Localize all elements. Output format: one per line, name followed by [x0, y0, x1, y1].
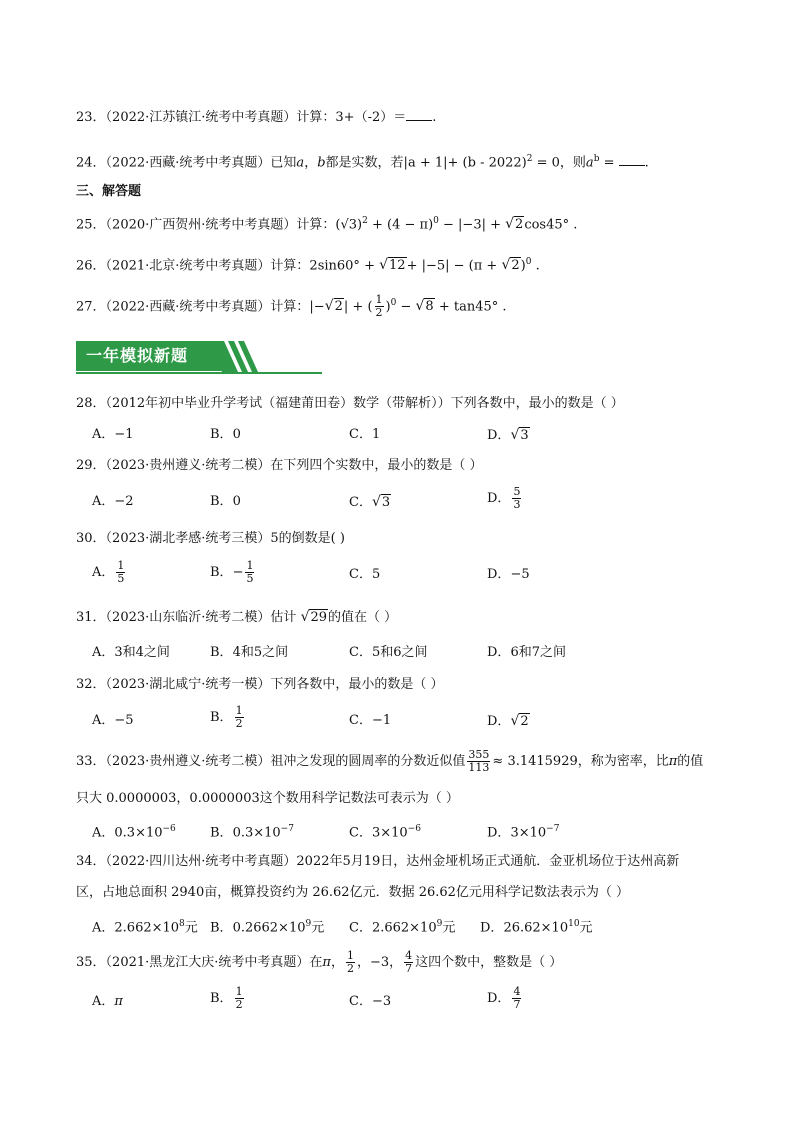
question-source: （2023·湖北孝感·统考三模） [105, 531, 271, 546]
banner-underline [76, 372, 322, 374]
option-a[interactable] [92, 820, 176, 842]
option-value: −3 [371, 994, 392, 1009]
question-24: 24．（2022·西藏·统考中考真题）已知a，b都是实数，若|a + 1|+ (b - 2022)$^2$ = 0，则$a^b$ = . [76, 154, 649, 171]
option-value: 3×10 [371, 825, 408, 841]
option-c[interactable] [349, 566, 380, 584]
question-number: 24． [76, 155, 106, 171]
sqrt: √3 [510, 427, 529, 443]
radicand: 3 [520, 428, 529, 443]
option-d[interactable] [487, 820, 559, 842]
sqrt: √2 [501, 257, 520, 274]
unit: 元 [442, 920, 456, 936]
exponent: −7 [280, 824, 294, 834]
option-label: A． [92, 494, 115, 509]
option-c[interactable] [349, 426, 380, 444]
question-text: 计算： [270, 299, 310, 315]
comma: ， [304, 155, 318, 171]
fraction [375, 294, 384, 319]
option-value: 0 [232, 494, 241, 509]
option-label: D． [487, 714, 511, 729]
option-value: 3×10 [510, 825, 547, 841]
numerator: 4 [405, 949, 413, 962]
exponent: 2 [526, 154, 533, 164]
fraction [467, 749, 490, 774]
denominator: 7 [405, 962, 413, 975]
option-a[interactable] [92, 493, 134, 511]
option-value: 6和7之间 [510, 645, 566, 660]
section-banner [76, 341, 322, 375]
question-source: （2022·西藏·统考中考真题） [105, 155, 271, 171]
expr-eq: = 0，则 [536, 155, 586, 171]
question-number: 30． [76, 531, 106, 546]
question-text: 2022年5月19日，达州金垭机场正式通航．金亚机场位于达州高新 [296, 854, 680, 869]
question-text: 在 [309, 955, 323, 970]
option-value: −1 [371, 713, 392, 728]
var-b: b [317, 155, 326, 171]
fraction [404, 950, 413, 975]
sqrt: √2 [510, 713, 529, 729]
denominator: 5 [117, 572, 125, 585]
sqrt: √3 [371, 494, 391, 510]
option-a[interactable] [92, 915, 198, 937]
option-label: D． [487, 991, 511, 1006]
fraction [512, 486, 521, 511]
option-b[interactable] [210, 820, 294, 842]
numerator: 1 [235, 704, 243, 717]
option-c[interactable] [349, 493, 391, 512]
question-text-2: 都是实数，若 [325, 155, 404, 171]
option-label: B． [210, 920, 233, 936]
exponent: 8 [179, 919, 185, 929]
option-label: C． [349, 920, 372, 936]
question-26 [76, 253, 540, 275]
option-d[interactable] [480, 915, 593, 937]
option-value: 0.2662×10 [232, 920, 306, 936]
option-b[interactable] [210, 705, 246, 730]
question-32 [76, 676, 444, 694]
expr: cos45° . [524, 217, 578, 233]
option-d[interactable] [487, 566, 530, 584]
option-d[interactable] [487, 426, 530, 445]
question-source: （2022·四川达州·统考中考真题） [105, 854, 297, 869]
fraction [245, 560, 254, 585]
exponent: −6 [162, 824, 176, 834]
option-label: C． [349, 825, 372, 841]
sqrt: √12 [379, 257, 406, 274]
exponent: −6 [407, 824, 421, 834]
question-27 [76, 294, 507, 319]
period: . [432, 110, 437, 125]
exponent: 0 [433, 216, 439, 226]
option-label: A． [92, 825, 115, 841]
option-b[interactable] [210, 560, 256, 585]
question-28 [76, 395, 624, 413]
fraction [235, 705, 244, 730]
fraction [116, 560, 125, 585]
option-label: D． [480, 920, 504, 936]
question-source: （2020·广西贺州·统考中考真题） [105, 217, 297, 233]
option-label: D． [487, 428, 511, 443]
option-label: A． [92, 645, 115, 660]
expr: − [396, 299, 416, 315]
question-text: 计算：3+（-2）＝ [296, 110, 407, 125]
question-text-2: 的值在（ ） [328, 610, 398, 625]
denominator: 5 [246, 572, 254, 585]
option-label: A． [92, 994, 115, 1009]
numerator: 4 [513, 985, 521, 998]
question-source: （2023·湖北咸宁·统考一模） [105, 677, 271, 692]
unit: 元 [184, 920, 198, 936]
abs-expr: a + 1 [407, 155, 444, 171]
option-label: B． [210, 825, 233, 841]
question-34-line2: 区，占地总面积 2940亩，概算投资约为 26.62亿元．数据 26.62亿元用科学记数法表示为（ ） [76, 885, 630, 900]
option-label: B． [210, 645, 233, 660]
option-c[interactable] [349, 644, 428, 662]
period: . [644, 155, 649, 171]
denominator: 2 [346, 962, 354, 975]
equals: = [603, 155, 615, 171]
question-33 [76, 749, 703, 774]
exponent: 9 [305, 919, 312, 929]
question-source: （2022·江苏镇江·统考中考真题） [105, 110, 297, 125]
option-c[interactable] [349, 712, 391, 730]
numerator: 1 [235, 985, 243, 998]
var-a: a [296, 155, 305, 171]
question-30 [76, 530, 345, 548]
comma: ， [330, 955, 344, 970]
question-text: 下列各数中，最小的数是（ ） [450, 396, 624, 411]
exponent: 0 [525, 257, 532, 267]
denominator: 3 [513, 498, 521, 511]
numerator: 1 [346, 949, 354, 962]
radicand: 3 [381, 495, 391, 510]
denominator: 2 [235, 998, 243, 1011]
question-number: 26． [76, 258, 106, 274]
question-number: 23． [76, 110, 106, 125]
question-text-2: ≈ 3.1415929，称为密率，比 [492, 754, 669, 769]
numerator: 1 [246, 559, 254, 572]
question-number: 29． [76, 458, 106, 473]
question-number: 35． [76, 955, 106, 970]
question-text-2: 这四个数中，整数是（ ） [415, 955, 563, 970]
option-value: 5 [371, 567, 381, 582]
numerator: 355 [468, 748, 490, 761]
option-a[interactable] [92, 644, 170, 662]
question-29 [76, 457, 483, 475]
option-c[interactable] [349, 993, 391, 1011]
option-label: C． [349, 713, 372, 728]
option-label: D． [487, 567, 511, 582]
option-value: π [114, 994, 123, 1009]
exponent: 2 [362, 216, 368, 226]
exponent: −7 [546, 824, 560, 834]
answer-blank[interactable] [619, 153, 645, 166]
question-source: （2023·山东临沂·统考二模） [105, 610, 271, 625]
question-number: 31． [76, 610, 106, 625]
option-d[interactable] [487, 712, 530, 731]
expr: (√3) [335, 217, 363, 233]
option-b[interactable] [210, 493, 241, 511]
option-value: 26.62×10 [503, 920, 569, 936]
question-text: 已知 [270, 155, 297, 171]
option-d[interactable] [487, 486, 523, 511]
question-text: 在下列四个实数中，最小的数是（ ） [270, 458, 483, 473]
option-label: A． [92, 427, 115, 442]
fraction [346, 950, 355, 975]
question-text: 计算： [296, 217, 336, 233]
fraction [235, 986, 244, 1011]
question-source: （2023·贵州遵义·统考二模） [105, 754, 271, 769]
expr: + tan45° . [434, 299, 507, 315]
question-source: （2012年初中毕业升学考试（福建莆田卷）数学（带解析）） [105, 396, 451, 411]
option-value: 2.662×10 [114, 920, 180, 936]
question-number: 34． [76, 854, 106, 869]
option-label: C． [349, 427, 372, 442]
question-text: 祖冲之发现的圆周率的分数近似值 [270, 754, 466, 769]
exponent: 9 [436, 919, 443, 929]
option-value: −5 [114, 713, 134, 728]
numerator: 5 [513, 485, 521, 498]
option-b[interactable] [210, 426, 241, 444]
question-number: 25． [76, 217, 106, 233]
exponent: 0 [390, 298, 397, 308]
option-label: D． [487, 491, 511, 506]
radicand: 2 [515, 217, 524, 233]
separator: ，−3， [356, 955, 403, 970]
option-label: B． [210, 565, 233, 580]
option-value: −1 [114, 427, 134, 442]
option-c[interactable] [349, 915, 455, 937]
option-value: −5 [510, 567, 530, 582]
option-value: 5和6之间 [371, 645, 428, 660]
option-label: B． [210, 710, 233, 725]
option-label: C． [349, 645, 372, 660]
banner-title: 一年模拟新题 [76, 341, 224, 371]
option-label: B． [210, 991, 233, 1006]
radicand: 2 [334, 299, 343, 315]
option-a[interactable] [92, 993, 123, 1011]
unit: 元 [311, 920, 325, 936]
minus-sign: − [232, 565, 244, 580]
question-text: 计算： [270, 258, 310, 274]
expr: − |−3| + [443, 217, 506, 233]
radicand: 8 [425, 299, 434, 315]
option-value: 2.662×10 [371, 920, 437, 936]
exponent: 10 [568, 919, 580, 929]
question-23 [76, 108, 436, 127]
option-label: B． [210, 427, 233, 442]
sqrt: √2 [324, 298, 343, 315]
option-b[interactable] [210, 915, 324, 937]
option-value: 0 [232, 427, 241, 442]
option-label: A． [92, 713, 115, 728]
sqrt: √8 [415, 298, 434, 315]
pi-symbol: π [668, 754, 678, 769]
sqrt: √2 [505, 216, 524, 233]
option-value: 0.3×10 [232, 825, 281, 841]
expr: + (4 − π) [372, 217, 434, 233]
radicand: 29 [310, 610, 328, 625]
option-label: C． [349, 994, 372, 1009]
period: . [535, 258, 540, 274]
expr: | + ( [343, 299, 373, 315]
option-value: −2 [114, 494, 134, 509]
denominator: 113 [468, 761, 490, 774]
option-d[interactable] [487, 986, 523, 1011]
option-value: 4和5之间 [232, 645, 289, 660]
numerator: 1 [117, 559, 125, 572]
option-b[interactable] [210, 644, 288, 662]
option-a[interactable] [92, 712, 134, 730]
option-label: C． [349, 495, 372, 510]
denominator: 2 [375, 306, 383, 320]
question-text: 下列各数中，最小的数是（ ） [270, 677, 444, 692]
expr: ) [520, 258, 526, 274]
question-25 [76, 212, 577, 234]
unit: 元 [579, 920, 593, 936]
option-label: D． [487, 645, 511, 660]
expr: 2sin60° + [309, 258, 380, 274]
banner-stripes-icon [208, 341, 268, 372]
option-label: C． [349, 567, 372, 582]
option-label: A． [92, 565, 115, 580]
question-number: 32． [76, 677, 106, 692]
fraction [512, 986, 521, 1011]
denominator: 7 [513, 998, 521, 1011]
sqrt: √29 [300, 609, 328, 625]
question-31 [76, 608, 397, 627]
expr: + |−5| − (π + [406, 258, 502, 274]
option-c[interactable] [349, 820, 421, 842]
expr: + (b - 2022) [447, 155, 527, 171]
question-text-3: 的值 [677, 754, 704, 769]
question-text: 5的倒数是( ) [270, 531, 345, 546]
radicand: 12 [389, 258, 406, 274]
expr: |− [309, 299, 325, 315]
question-source: （2021·黑龙江大庆·统考中考真题） [105, 955, 310, 970]
pi-symbol: π [322, 955, 331, 970]
var-a: a [585, 155, 594, 171]
radicand: 2 [520, 714, 529, 729]
question-number: 27． [76, 299, 106, 315]
expr: ) [385, 299, 391, 315]
option-value: 0.3×10 [114, 825, 163, 841]
question-number: 33． [76, 754, 106, 769]
option-label: D． [487, 825, 511, 841]
section-heading: 三、解答题 [76, 184, 142, 199]
option-b[interactable] [210, 986, 246, 1011]
option-d[interactable] [487, 644, 566, 662]
question-source: （2022·西藏·统考中考真题） [105, 299, 271, 315]
option-label: A． [92, 920, 115, 936]
answer-blank[interactable] [406, 108, 432, 121]
radicand: 2 [511, 258, 520, 274]
option-a[interactable] [92, 560, 127, 585]
exponent: b [593, 154, 600, 164]
option-value: 3和4之间 [114, 645, 170, 660]
option-value: 1 [371, 427, 381, 442]
question-text: 估计 [270, 610, 297, 625]
question-source: （2021·北京·统考中考真题） [105, 258, 271, 274]
numerator: 1 [375, 293, 383, 307]
question-number: 28． [76, 396, 106, 411]
question-34 [76, 853, 679, 871]
option-label: B． [210, 494, 233, 509]
question-35 [76, 950, 562, 975]
denominator: 2 [235, 717, 243, 730]
question-33-line2: 只大 0.0000003，0.0000003这个数用科学记数法可表示为（ ） [76, 791, 459, 806]
question-source: （2023·贵州遵义·统考二模） [105, 458, 271, 473]
option-a[interactable] [92, 426, 134, 444]
